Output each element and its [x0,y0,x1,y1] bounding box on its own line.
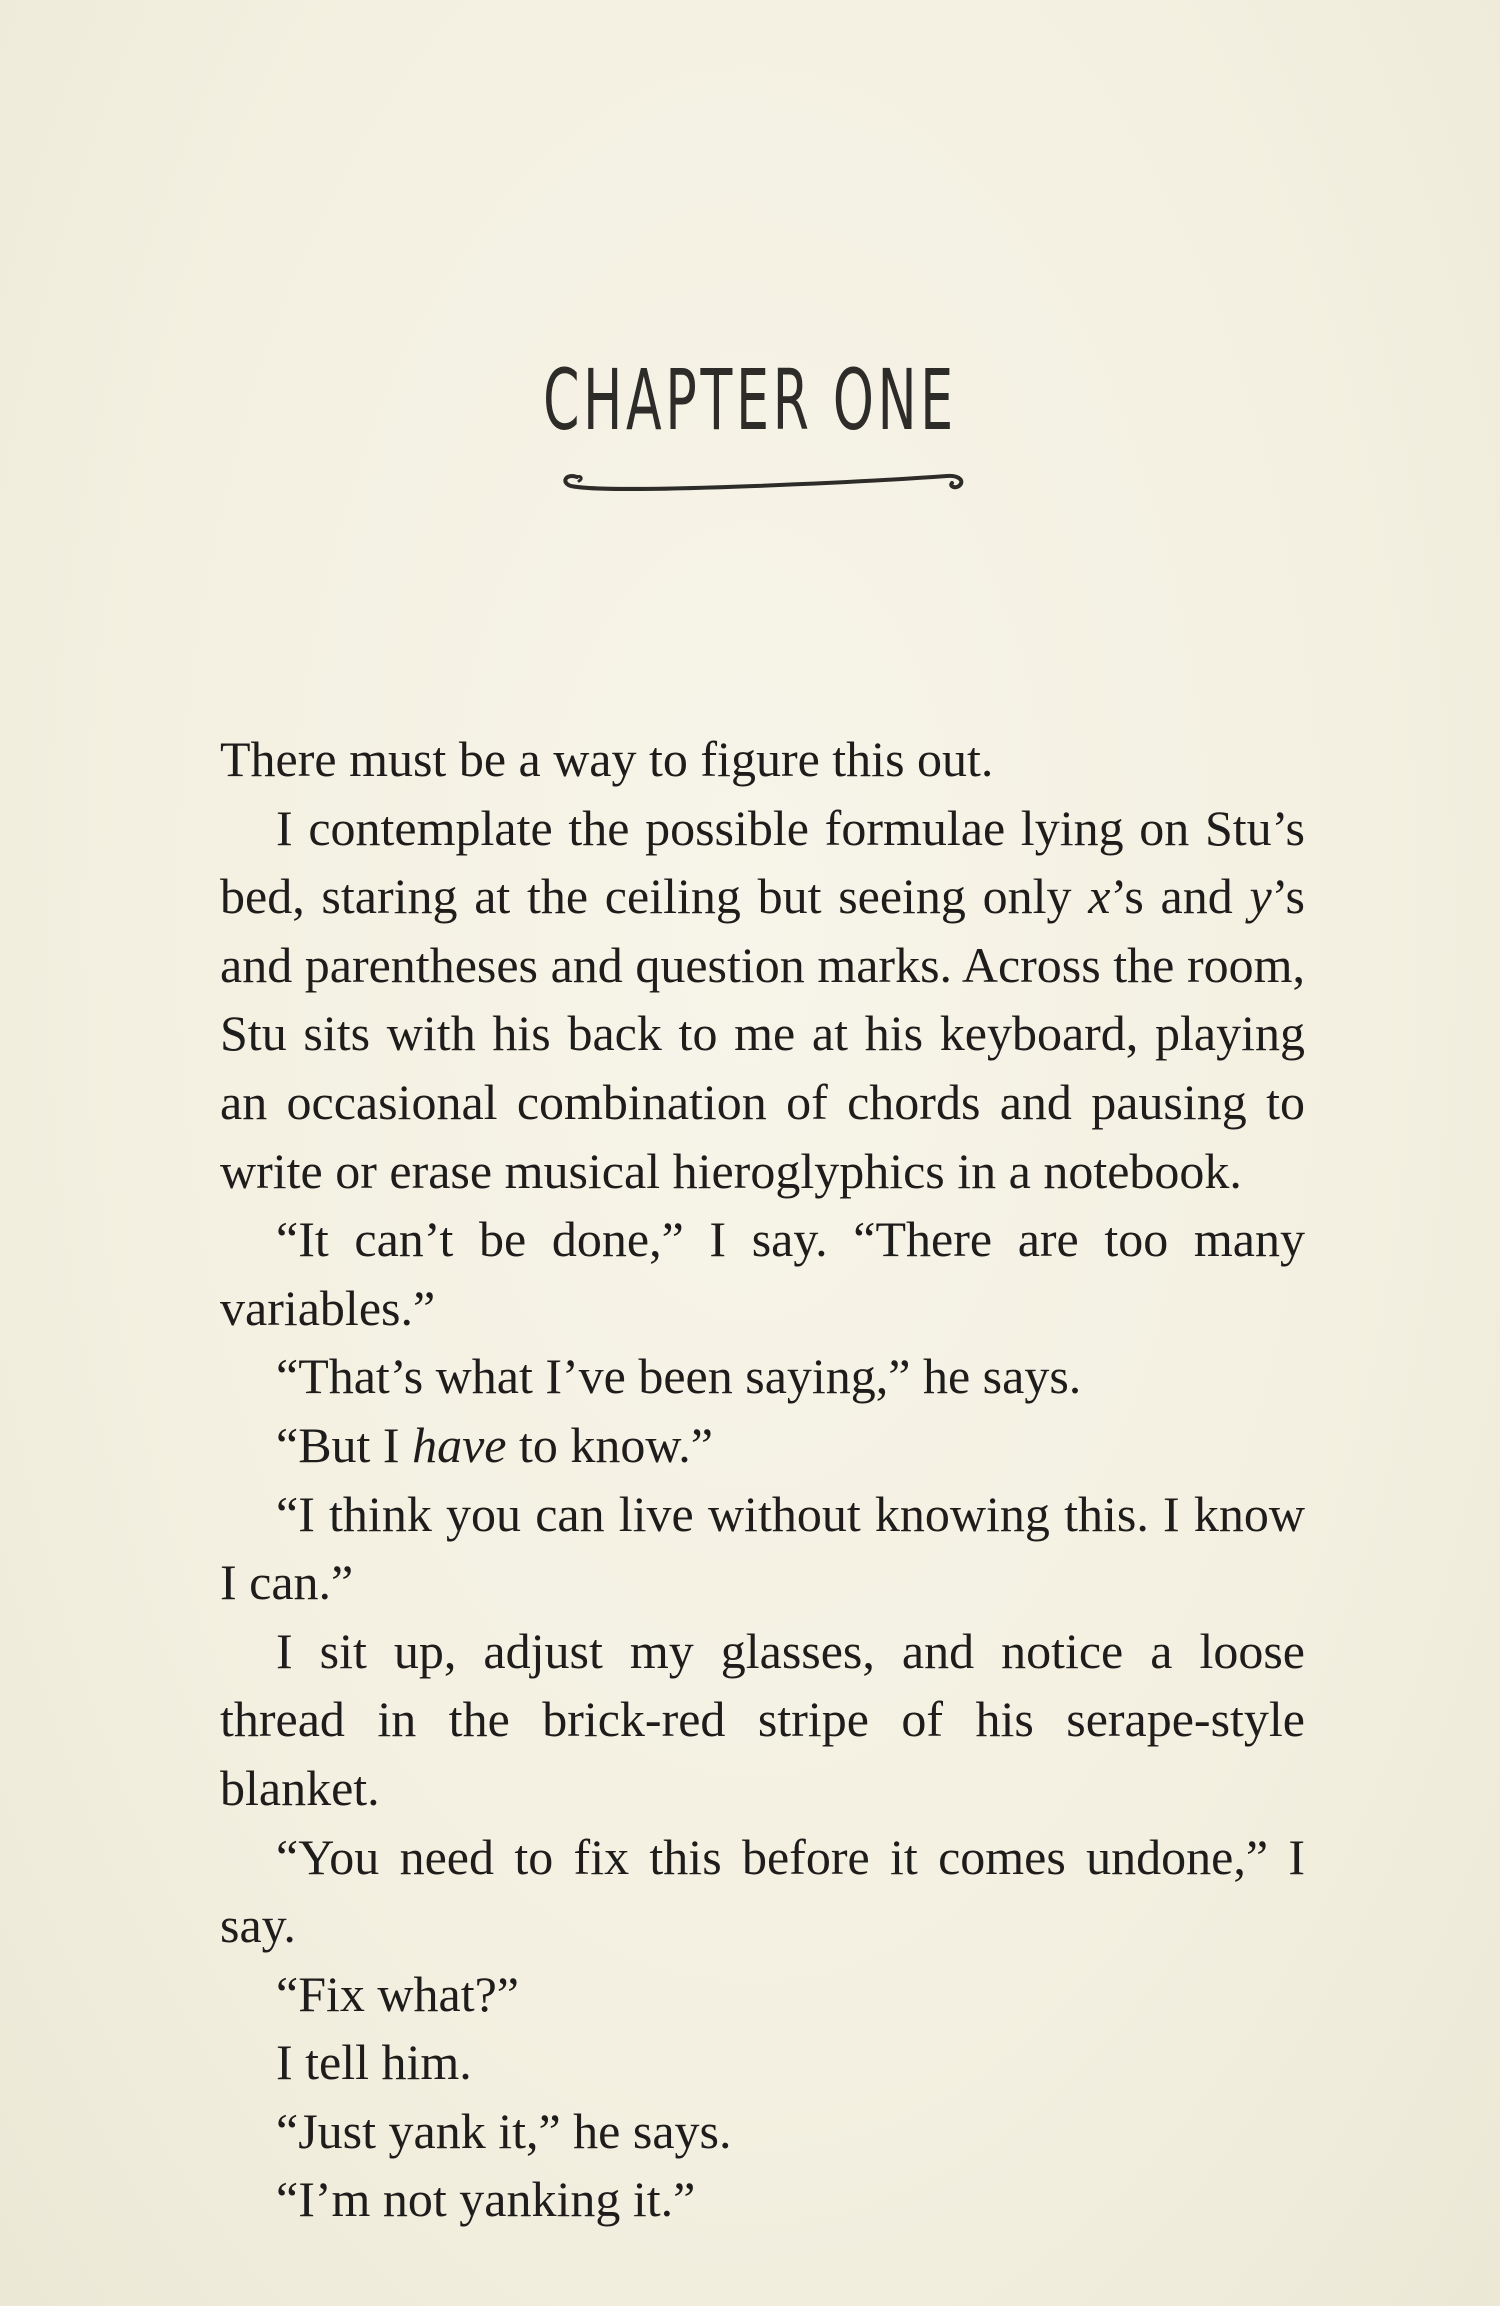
paragraph: “I’m not yanking it.” [276,2171,696,2228]
paragraph-segment: “But I [276,1416,413,1473]
paragraph [220,794,1305,1206]
paragraph: “Just yank it,” he says. [276,2102,732,2159]
emphasis-word: have [412,1416,507,1473]
paragraph-segment: to know.” [506,1416,713,1473]
paragraph: “That’s what I’ve been saying,” he says. [276,1348,1082,1405]
paragraph: “I think you can live without knowing this. I know I can.” [220,1485,1305,1611]
paragraph [220,1411,1305,1480]
paragraph-segment: ’s and parentheses and question marks. Across the room, Stu sits with his back to me at his keyboard, playing an occasional combination of chords and pausing to write or erase musical hieroglyphics in a notebook. [220,868,1305,1199]
paragraph: “Fix what?” [276,1965,519,2022]
paragraph: “It can’t be done,” I say. “There are too many variables.” [220,1211,1305,1336]
paragraph-segment: I contemplate the possible formulae lying on Stu’s bed, staring at the ceiling but seeing only [220,799,1305,925]
paragraph: There must be a way to figure this out. [220,731,994,787]
paragraph: I sit up, adjust my glasses, and notice a loose thread in the brick-red stripe of his serape-style blanket. [220,1622,1305,1816]
paragraph-segment: ’s and [1110,868,1250,925]
chapter-title: CHAPTER ONE [543,351,957,449]
variable-x: x [1088,868,1111,925]
variable-y: y [1249,868,1272,925]
paragraph: I tell him. [276,2034,472,2091]
paragraph: “You need to fix this before it comes undone,” I say. [220,1828,1305,1954]
chapter-flourish-ornament [555,455,975,505]
chapter-body-text [220,725,1305,2234]
